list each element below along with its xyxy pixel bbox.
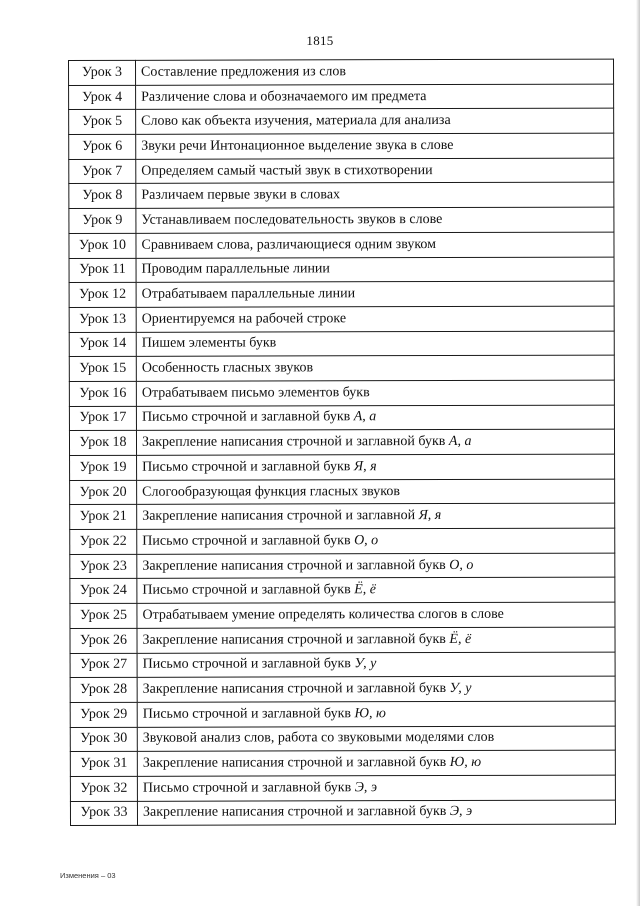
lesson-topic-text: Письмо строчной и заглавной букв bbox=[142, 582, 355, 599]
lesson-number-cell: Урок 7 bbox=[69, 159, 136, 184]
lesson-topic-text: Устанавливаем последовательность звуков в слове bbox=[141, 211, 443, 228]
table-row bbox=[70, 775, 615, 801]
lesson-number-cell: Урок 24 bbox=[70, 579, 137, 604]
table-row bbox=[69, 429, 614, 455]
lesson-number-cell: Урок 25 bbox=[70, 603, 137, 628]
lesson-topic-cell bbox=[137, 479, 615, 505]
lesson-letters-text: Ё, ё bbox=[354, 582, 376, 598]
lesson-topic-cell bbox=[136, 84, 614, 110]
table-row bbox=[70, 503, 615, 529]
lesson-topic-text: Звуки речи Интонационное выделение звука в слове bbox=[141, 137, 454, 154]
lesson-letters-text: Э, э bbox=[354, 779, 378, 796]
lesson-topic-text: Письмо строчной и заглавной букв bbox=[142, 533, 355, 549]
lesson-number-cell: Урок 20 bbox=[70, 480, 137, 505]
table-row bbox=[69, 232, 614, 258]
lesson-number-cell: Урок 6 bbox=[69, 134, 136, 159]
lesson-topic-cell bbox=[136, 281, 614, 307]
table-row bbox=[70, 454, 615, 480]
lesson-topic-text: Слогообразующая функция гласных звуков bbox=[142, 483, 400, 500]
table-row bbox=[69, 158, 614, 184]
lesson-letters-text: Я, я bbox=[418, 508, 442, 524]
lesson-topic-text: Различение слова и обозначаемого им предмета bbox=[141, 88, 427, 105]
lesson-topic-text: Закрепление написания строчной и заглавной букв bbox=[141, 434, 449, 450]
lesson-topic-text: Звуковой анализ слов, работа со звуковыми моделями слов bbox=[142, 730, 495, 747]
lesson-topic-cell bbox=[136, 232, 614, 258]
lesson-letters-text: Э, э bbox=[449, 804, 473, 820]
lesson-topic-text: Ориентируемся на рабочей строке bbox=[141, 310, 347, 327]
lesson-topic-cell bbox=[137, 750, 615, 776]
table-row bbox=[69, 380, 614, 406]
lesson-number-cell: Урок 31 bbox=[70, 752, 137, 777]
lesson-number-cell: Урок 5 bbox=[69, 110, 136, 135]
table-row bbox=[70, 750, 615, 776]
table-row bbox=[69, 355, 614, 381]
lesson-number-cell: Урок 22 bbox=[70, 529, 137, 554]
table-row bbox=[70, 479, 615, 505]
lesson-topic-cell bbox=[137, 528, 615, 554]
lesson-number-cell: Урок 14 bbox=[69, 332, 136, 357]
lesson-topic-text: Сравниваем слова, различающиеся одним звуком bbox=[141, 236, 437, 253]
lesson-topic-text: Письмо строчной и заглавной букв bbox=[142, 780, 355, 796]
table-row bbox=[69, 59, 614, 85]
lesson-topic-cell bbox=[136, 183, 614, 209]
lesson-number-cell: Урок 27 bbox=[70, 653, 137, 678]
lesson-topic-cell bbox=[137, 800, 615, 826]
lesson-letters-text: У, у bbox=[449, 680, 472, 697]
table-row bbox=[69, 281, 614, 307]
lesson-number-cell: Урок 16 bbox=[69, 381, 136, 406]
lesson-topic-text: Отрабатываем умение определять количества слогов в слове bbox=[142, 606, 504, 623]
page-number: 1815 bbox=[306, 33, 334, 48]
lesson-topic-text: Определяем самый частый звук в стихотворении bbox=[141, 162, 433, 179]
lesson-number-cell: Урок 28 bbox=[70, 678, 137, 703]
lesson-topic-cell bbox=[137, 503, 615, 529]
lesson-letters-text: Я, я bbox=[353, 459, 377, 475]
table-row bbox=[69, 183, 614, 209]
lesson-topic-text: Пишем элементы букв bbox=[141, 335, 277, 352]
lesson-topic-text: Различаем первые звуки в словах bbox=[141, 187, 341, 204]
lesson-letters-text: О, о bbox=[354, 533, 379, 549]
lesson-topic-text: Письмо строчной и заглавной букв bbox=[141, 409, 354, 426]
lesson-topic-cell bbox=[136, 429, 614, 455]
lesson-number-cell: Урок 17 bbox=[69, 406, 136, 431]
table-row bbox=[70, 553, 615, 579]
lesson-number-cell: Урок 9 bbox=[69, 208, 136, 233]
lesson-topic-cell bbox=[137, 701, 615, 727]
lesson-number-cell: Урок 8 bbox=[69, 184, 136, 209]
lesson-number-cell: Урок 33 bbox=[70, 801, 137, 826]
lesson-topic-text: Закрепление написания строчной и заглавной букв bbox=[142, 755, 450, 771]
lesson-topic-text: Письмо строчной и заглавной букв bbox=[142, 656, 355, 673]
lesson-topic-cell bbox=[137, 676, 615, 702]
lesson-topic-cell bbox=[136, 133, 614, 159]
lesson-topic-cell bbox=[137, 627, 615, 653]
lesson-number-cell: Урок 26 bbox=[70, 628, 137, 653]
lesson-number-cell: Урок 12 bbox=[69, 283, 136, 308]
lesson-letters-text: Ю, ю bbox=[449, 755, 482, 771]
table-row bbox=[70, 652, 615, 678]
lesson-topic-text: Составление предложения из слов bbox=[141, 64, 347, 80]
lesson-topic-cell bbox=[136, 158, 614, 184]
lesson-number-cell: Урок 23 bbox=[70, 554, 137, 579]
lesson-topic-cell bbox=[137, 775, 615, 801]
lesson-topic-cell bbox=[136, 355, 614, 381]
table-row bbox=[70, 800, 615, 826]
lesson-topic-cell bbox=[137, 553, 615, 579]
lesson-topic-cell bbox=[136, 405, 614, 431]
lesson-topic-text: Закрепление написания строчной и заглавной букв bbox=[142, 681, 450, 697]
table-row bbox=[70, 627, 615, 653]
lesson-topic-cell bbox=[136, 331, 614, 357]
lesson-topic-text: Закрепление написания строчной и заглавной букв bbox=[142, 631, 450, 648]
lesson-letters-text: О, о bbox=[449, 557, 474, 573]
table-row bbox=[70, 578, 615, 604]
table-row bbox=[69, 133, 614, 159]
lesson-number-cell: Урок 13 bbox=[69, 307, 136, 332]
lesson-number-cell: Урок 3 bbox=[69, 60, 136, 85]
lesson-letters-text: У, у bbox=[354, 656, 377, 672]
lesson-topic-text: Проводим параллельные линии bbox=[141, 261, 330, 278]
lesson-letters-text: А, а bbox=[448, 434, 472, 450]
lesson-number-cell: Урок 21 bbox=[70, 505, 137, 530]
lesson-topic-text: Слово как объекта изучения, материала для анализа bbox=[141, 113, 451, 130]
lesson-number-cell: Урок 19 bbox=[70, 455, 137, 480]
lesson-topic-cell bbox=[136, 257, 614, 283]
footer-note: Изменения – 03 bbox=[60, 871, 116, 880]
lesson-topic-cell bbox=[136, 380, 614, 406]
lesson-number-cell: Урок 11 bbox=[69, 258, 136, 283]
table-row bbox=[69, 108, 614, 134]
lesson-topic-text: Особенность гласных звуков bbox=[141, 360, 314, 376]
lesson-number-cell: Урок 32 bbox=[70, 776, 137, 801]
lesson-topic-text: Письмо строчной и заглавной букв bbox=[142, 705, 355, 722]
table-row bbox=[70, 701, 615, 727]
lesson-letters-text: Ю, ю bbox=[354, 705, 386, 721]
table-row bbox=[69, 405, 614, 431]
lesson-number-cell: Урок 29 bbox=[70, 702, 137, 727]
lesson-topic-text: Письмо строчной и заглавной букв bbox=[142, 459, 354, 475]
lesson-topic-text: Отрабатываем письмо элементов букв bbox=[141, 384, 370, 401]
lesson-topic-cell bbox=[137, 726, 615, 752]
lesson-topic-cell bbox=[137, 454, 615, 480]
lesson-letters-text: Ё, ё bbox=[449, 631, 472, 647]
lesson-topic-cell bbox=[136, 306, 614, 332]
lesson-topic-cell bbox=[137, 578, 615, 604]
lesson-number-cell: Урок 4 bbox=[69, 85, 136, 110]
lesson-topic-text: Закрепление написания строчной и заглавной букв bbox=[142, 557, 450, 574]
lesson-topic-cell bbox=[137, 602, 615, 628]
table-row bbox=[69, 306, 614, 332]
table-row bbox=[69, 84, 614, 110]
lesson-number-cell: Урок 18 bbox=[69, 431, 136, 456]
lesson-number-cell: Урок 10 bbox=[69, 233, 136, 258]
lesson-topic-cell bbox=[136, 59, 614, 85]
table-row bbox=[69, 331, 614, 357]
lesson-topic-cell bbox=[136, 207, 614, 233]
table-row bbox=[70, 676, 615, 702]
scan-edge-shadow bbox=[636, 0, 640, 906]
table-row bbox=[70, 528, 615, 554]
lesson-topic-text: Закрепление написания строчной и заглавной букв bbox=[142, 804, 450, 821]
lesson-letters-text: А, а bbox=[353, 409, 377, 425]
table-row bbox=[69, 257, 614, 283]
lesson-number-cell: Урок 30 bbox=[70, 727, 137, 752]
lesson-topic-text: Закрепление написания строчной и заглавной bbox=[142, 508, 419, 525]
lesson-table bbox=[68, 59, 616, 827]
lesson-topic-cell bbox=[137, 652, 615, 678]
lesson-topic-text: Отрабатываем параллельные линии bbox=[141, 286, 356, 302]
lesson-number-cell: Урок 15 bbox=[69, 357, 136, 382]
table-row bbox=[70, 602, 615, 628]
table-row bbox=[70, 726, 615, 752]
lesson-topic-cell bbox=[136, 108, 614, 134]
table-row bbox=[69, 207, 614, 233]
